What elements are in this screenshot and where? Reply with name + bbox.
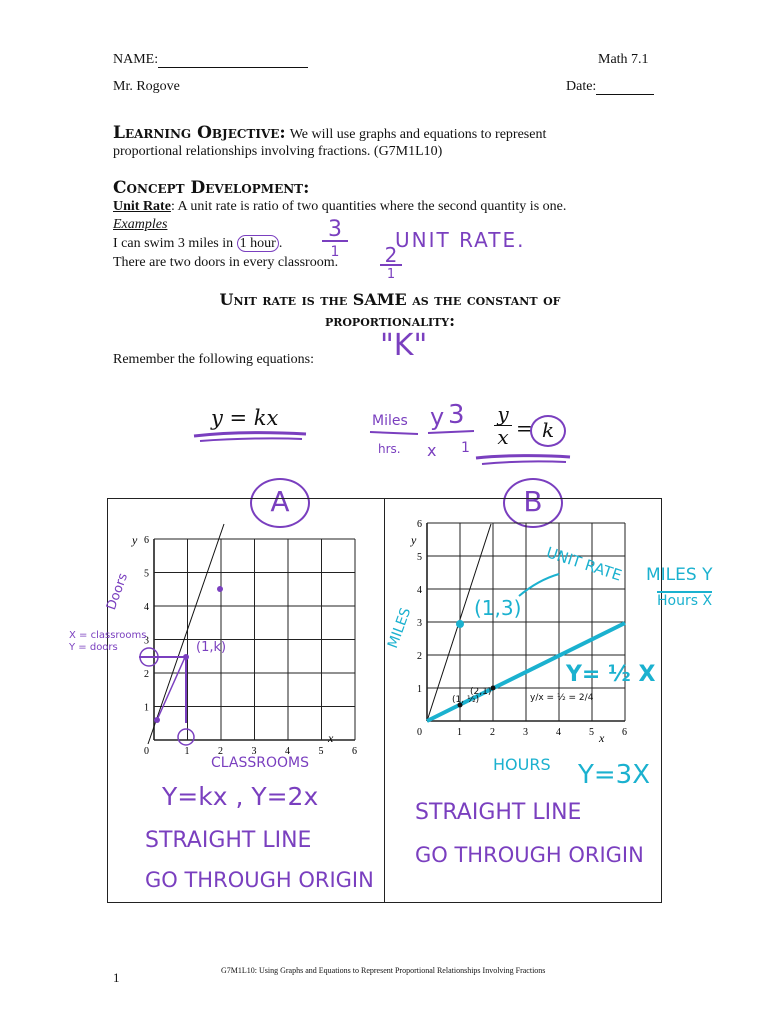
point-13-note: (1,3) <box>474 596 522 620</box>
y-3x-note: Y=3X <box>578 760 651 790</box>
doors-note: Doors <box>104 571 132 613</box>
unit-rate-arrow <box>515 570 565 600</box>
graph-b-x-tick: 1 <box>457 727 462 738</box>
date-label: Date: <box>566 79 597 94</box>
graph-b-x-label: x <box>599 731 605 745</box>
point-1k-note: (1,k) <box>196 640 227 655</box>
statement-line2: proportionality: <box>324 311 456 330</box>
equation-y-kx: y = kx <box>211 406 279 430</box>
course-label: Math 7.1 <box>598 52 649 67</box>
unit-rate-definition <box>113 199 566 215</box>
graph-a-circle-1 <box>178 729 194 745</box>
name-field[interactable] <box>113 52 308 68</box>
graph-b-x-tick: 6 <box>622 727 627 738</box>
graph-a-point-2-4 <box>217 586 223 592</box>
graph-a-hand-line <box>157 655 186 720</box>
point-half-note: (1, ½) <box>452 695 480 705</box>
graph-b-y-tick: 5 <box>417 552 422 563</box>
straight-line-a: STRAIGHT LINE <box>145 828 312 853</box>
underline-eq1 <box>190 428 310 444</box>
graph-b-y-tick: 6 <box>417 519 422 530</box>
graph-a-y-tick: 2 <box>144 669 149 680</box>
label-a: A <box>250 478 310 528</box>
k-circled: k <box>530 415 566 447</box>
unit-rate-note: UNIT RATE. <box>395 228 526 252</box>
remember-text: Remember the following equations: <box>113 352 315 367</box>
origin-a: GO THROUGH ORIGIN <box>145 868 374 892</box>
examples-label: Examples <box>113 217 168 232</box>
graph-a-y-tick: 3 <box>144 635 149 647</box>
graph-a-x-tick: 2 <box>218 746 223 757</box>
miles-b-note: MILES <box>385 605 415 651</box>
equation-fraction <box>494 403 512 448</box>
equation-a-note: Y=kx , Y=2x <box>162 782 319 811</box>
example-swim-circled: 1 hour <box>237 235 279 252</box>
fraction-bar-hand <box>368 428 478 440</box>
fraction-x: x <box>494 425 512 448</box>
y-hand-note: y <box>430 403 445 431</box>
three-note: 3 <box>448 400 465 430</box>
graph-a-y-tick: 6 <box>144 535 149 546</box>
fraction-y: y <box>497 402 509 426</box>
hours-note: HOURS <box>493 755 551 774</box>
graph-a-x-tick: 1 <box>184 746 190 757</box>
example-swim-text: I can swim 3 miles in <box>113 236 237 251</box>
fraction-2-num: 2 <box>384 243 398 267</box>
classrooms-note: CLASSROOMS <box>211 755 309 771</box>
graph-b <box>403 518 633 750</box>
y-doors-note: Y = doors <box>69 642 118 653</box>
graph-a <box>120 518 357 757</box>
graph-a-point-origin <box>154 717 160 723</box>
graph-b-x-tick: 2 <box>490 727 495 738</box>
miles-y-note: MILES Y <box>646 565 713 585</box>
fraction-3-num: 3 <box>328 217 342 242</box>
fraction-2-over-1 <box>380 243 402 284</box>
one-note: 1 <box>461 440 470 456</box>
graph-a-y-tick: 1 <box>144 702 149 714</box>
hours-x-note: Hours X <box>657 593 713 609</box>
fraction-3-den: 1 <box>322 240 348 262</box>
name-label: NAME: <box>113 52 159 67</box>
graph-a-x-tick: 4 <box>285 746 290 757</box>
graph-b-x-tick: 4 <box>556 727 561 738</box>
origin-b: GO THROUGH ORIGIN <box>415 843 644 867</box>
underline-eq2 <box>474 452 574 468</box>
concept-heading: Concept Development: <box>113 178 310 198</box>
equals-sign: = <box>516 416 533 440</box>
objective-text-line1: We will use graphs and equations to represent <box>289 127 547 142</box>
example-swim-end: . <box>278 236 283 251</box>
graph-a-x-tick: 3 <box>251 746 257 757</box>
graph-b-x-tick: 0 <box>417 727 422 738</box>
ratio-note: y/x = ½ = 2/4 <box>530 693 594 703</box>
graph-a-ticks <box>144 535 357 757</box>
point-21-note: (2,1) <box>470 687 492 697</box>
graph-b-ticks <box>417 519 627 738</box>
miles-note: Miles <box>372 413 408 429</box>
footer-title: G7M1L10: Using Graphs and Equations to Represent Proportional Relationships Involving Fractions <box>221 966 546 975</box>
x-classrooms-note: X = classrooms <box>69 630 147 641</box>
graph-b-x-tick: 5 <box>589 727 594 738</box>
graph-a-point-1k <box>183 654 189 660</box>
date-field[interactable] <box>566 79 654 95</box>
unit-rate-b-note: UNIT RATE <box>544 543 624 585</box>
graph-b-y-tick: 2 <box>417 651 422 662</box>
fraction-3-over-1 <box>322 217 348 262</box>
example-doors: There are two doors in every classroom. <box>113 255 339 270</box>
graph-a-x-tick: 6 <box>352 746 357 757</box>
example-swim <box>113 236 282 252</box>
graphs-divider <box>384 498 385 902</box>
fraction-2-den: 1 <box>380 264 402 284</box>
graph-b-y-tick: 1 <box>417 684 422 695</box>
x-hand-note: x <box>427 441 437 460</box>
straight-line-b: STRAIGHT LINE <box>415 800 582 825</box>
unit-rate-text: : A unit rate is ratio of two quantities where the second quantity is one. <box>170 199 567 214</box>
k-note: "K" <box>380 328 428 363</box>
graph-a-y-label: y <box>132 533 138 547</box>
label-b: B <box>503 478 563 528</box>
graph-b-y-label: y <box>411 533 417 547</box>
graph-b-point-13 <box>456 620 464 628</box>
graph-a-x-tick: 5 <box>318 746 324 757</box>
graph-b-x-tick: 3 <box>523 727 528 738</box>
y-half-x-note: Y= ½ X <box>566 662 656 687</box>
page-number: 1 <box>113 970 120 985</box>
objective-text-line2: proportional relationships involving fractions. (G7M1L10) <box>113 144 443 159</box>
teacher-name: Mr. Rogove <box>113 79 180 94</box>
graph-a-x-label: x <box>328 731 334 745</box>
statement-line1: Unit rate is the SAME as the constant of <box>219 290 561 309</box>
graph-a-x-tick: 0 <box>144 746 149 757</box>
unit-rate-term: Unit Rate <box>113 199 171 214</box>
learning-objective <box>113 123 546 143</box>
name-line <box>158 53 308 68</box>
hrs-note: hrs. <box>378 442 401 456</box>
graph-b-y-tick: 3 <box>417 618 422 629</box>
graph-a-y-tick: 5 <box>144 568 149 580</box>
objective-heading: Learning Objective: <box>113 123 286 143</box>
graph-a-y-tick: 4 <box>144 602 149 613</box>
graph-b-y-tick: 4 <box>417 585 422 596</box>
date-line <box>596 80 654 95</box>
x-y-defs <box>69 630 147 654</box>
